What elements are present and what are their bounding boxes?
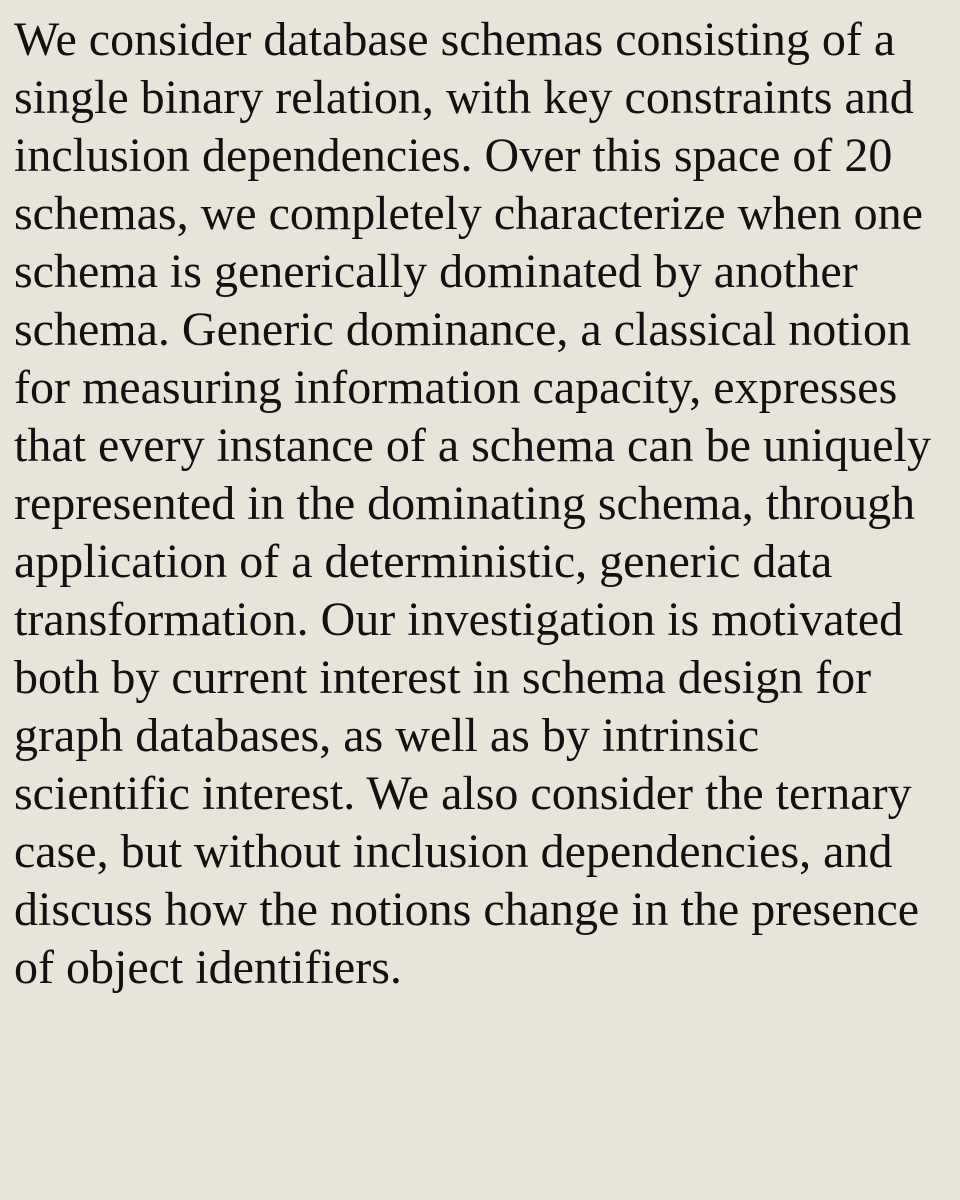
text-line: case, but without inclusion dependencies, and: [14, 825, 893, 878]
text-line: graph databases, as well as by intrinsic: [14, 709, 760, 762]
abstract-text-block: [14, 11, 949, 997]
text-line: discuss how the notions change in the presence: [14, 883, 920, 936]
text-line: single binary relation, with key constraints and: [14, 71, 914, 124]
text-line: represented in the dominating schema, through: [14, 477, 916, 530]
text-line: application of a deterministic, generic data: [14, 535, 833, 588]
text-line: schema. Generic dominance, a classical notion: [14, 303, 911, 356]
text-line: schemas, we completely characterize when one: [14, 187, 923, 240]
text-line: scientific interest. We also consider the ternary: [14, 767, 912, 820]
text-line: transformation. Our investigation is motivated: [14, 593, 904, 646]
text-line: for measuring information capacity, expresses: [14, 361, 898, 414]
text-line: both by current interest in schema design for: [14, 651, 872, 704]
text-line: We consider database schemas consisting of a: [14, 13, 896, 66]
text-line: schema is generically dominated by another: [14, 245, 858, 298]
text-line: inclusion dependencies. Over this space of 20: [14, 129, 893, 182]
text-line: of object identifiers.: [14, 941, 402, 994]
text-line: that every instance of a schema can be uniquely: [14, 419, 931, 472]
